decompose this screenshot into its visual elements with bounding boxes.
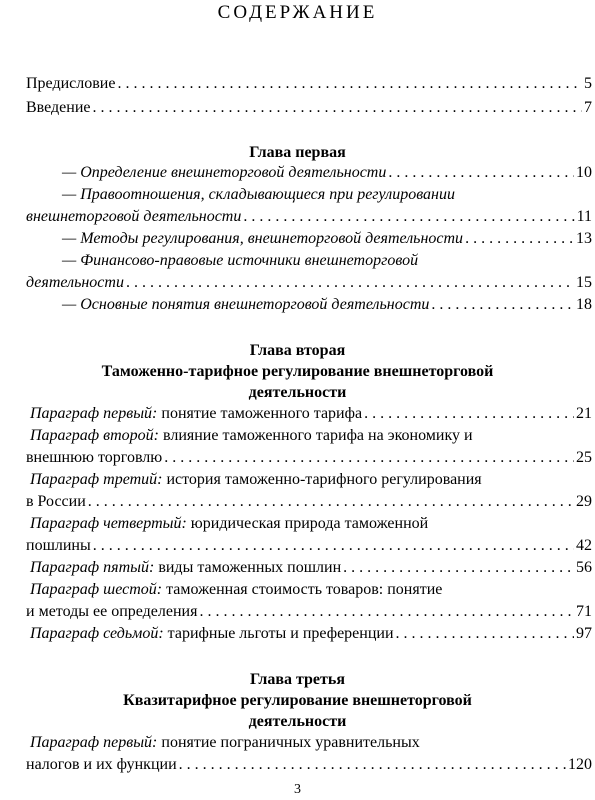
toc-entry-ch2-3-line1: Параграф третий: история таможенно-тарифного регулирования [30, 471, 482, 488]
leader-dots [431, 294, 574, 316]
leader-dots [396, 623, 574, 645]
chapter-2-heading: Глава вторая [249, 342, 346, 359]
leader-dots [126, 272, 574, 294]
toc-entry-ch2-5[interactable]: Параграф пятый: виды таможенных пошлин . . . 56 [30, 557, 592, 579]
toc-entry-ch1-5[interactable]: — Основные понятия внешнеторговой деятельности . . . 18 [26, 294, 592, 316]
toc-entry-ch2-6-line1: Параграф шестой: таможенная стоимость товаров: понятие [30, 581, 443, 598]
toc-entry-ch2-1[interactable]: Параграф первый: понятие таможенного тарифа . . . 21 [30, 403, 592, 425]
chapter-2-subtitle: Таможенно-тарифное регулирование внешнеторговой [101, 363, 494, 380]
toc-entry-ch2-4-line1: Параграф четвертый: юридическая природа таможенной [30, 515, 429, 532]
toc-entry-ch1-1[interactable]: — Определение внешнеторговой деятельности . . . 10 [26, 162, 592, 184]
leader-dots [465, 228, 574, 250]
leader-dots [343, 557, 574, 579]
toc-entry-ch2-2-line1: Параграф второй: влияние таможенного тарифа на экономику и [30, 427, 473, 444]
toc-entry-ch1-4-line1: — Финансово-правовые источники внешнеторговой [62, 252, 419, 269]
chapter-1-heading: Глава первая [249, 144, 346, 161]
leader-dots [117, 73, 582, 95]
leader-dots [93, 535, 574, 557]
chapter-3-heading: Глава третья [249, 671, 346, 688]
chapter-3-subtitle-cont: деятельности [248, 713, 347, 730]
toc-entry-ch2-7[interactable]: Параграф седьмой: тарифные льготы и преференции . . . 97 [30, 623, 592, 645]
toc-entry-ch2-4[interactable]: пошлины . . . 42 [26, 535, 592, 557]
chapter-3-subtitle: Квазитарифное регулирование внешнеторговой [123, 692, 472, 709]
toc-entry-ch1-3[interactable]: — Методы регулирования, внешнеторговой деятельности . . . 13 [26, 228, 592, 250]
toc-entry-ch2-6[interactable]: и методы ее определения . . . 71 [26, 601, 592, 623]
chapter-2-subtitle-cont: деятельности [248, 384, 347, 401]
toc-entry-ch3-1[interactable]: налогов и их функции . . . 120 [26, 754, 592, 776]
page-number: 3 [294, 782, 301, 797]
page-title: СОДЕРЖАНИЕ [217, 2, 378, 23]
leader-dots [199, 601, 574, 623]
leader-dots [93, 97, 583, 119]
toc-entry-introduction[interactable]: Введение . . . 7 [26, 97, 592, 119]
leader-dots [179, 754, 566, 776]
toc-entry-ch2-2[interactable]: внешнюю торговлю . . . 25 [26, 447, 592, 469]
toc-entry-ch2-3[interactable]: в России . . . 29 [26, 491, 592, 513]
leader-dots [243, 206, 574, 228]
leader-dots [88, 491, 574, 513]
toc-entry-ch1-2[interactable]: внешнеторговой деятельности . . . 11 [26, 206, 592, 228]
toc-entry-ch1-4[interactable]: деятельности . . . 15 [26, 272, 592, 294]
toc-entry-ch3-1-line1: Параграф первый: понятие пограничных уравнительных [30, 734, 420, 751]
leader-dots [164, 447, 574, 469]
toc-entry-preface[interactable]: Предисловие . . . 5 [26, 73, 592, 95]
toc-entry-ch1-2-line1: — Правоотношения, складывающиеся при регулировании [62, 186, 455, 203]
leader-dots [388, 162, 574, 184]
leader-dots [364, 403, 574, 425]
